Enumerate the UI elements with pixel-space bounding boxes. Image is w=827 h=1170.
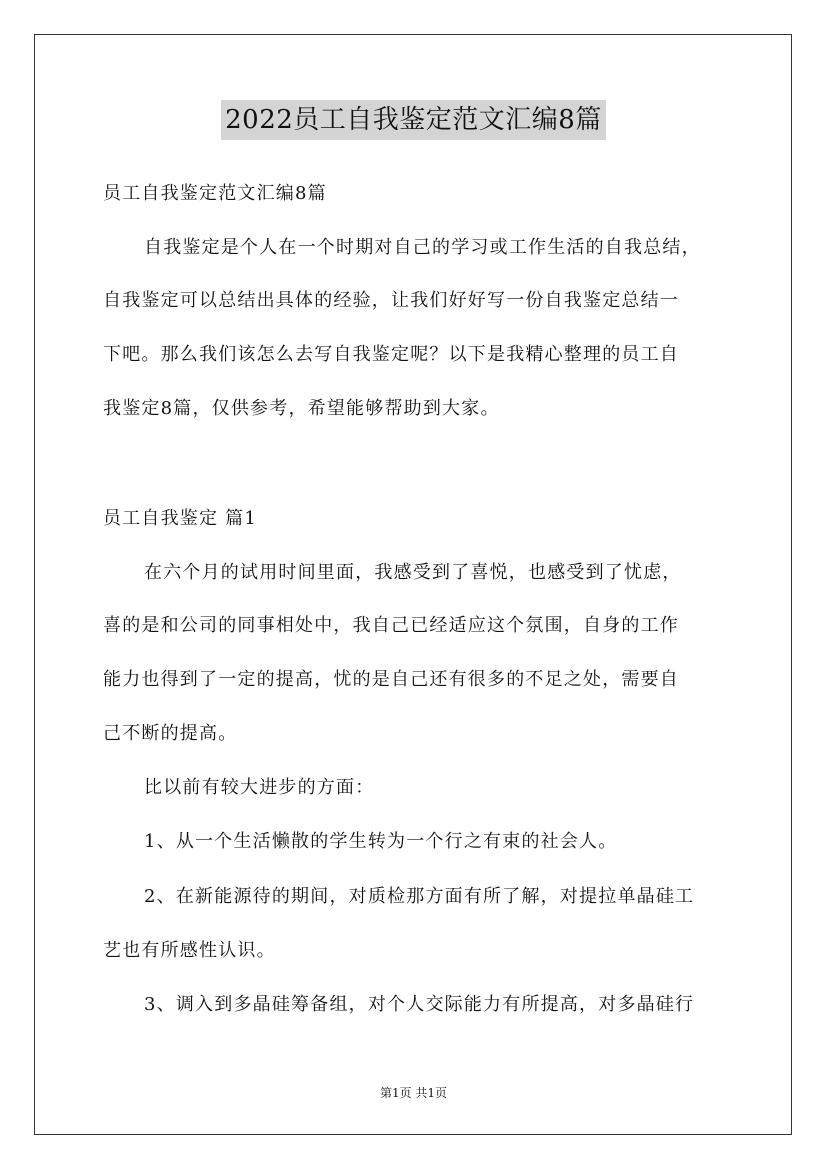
progress-heading: 比以前有较大进步的方面：: [144, 777, 375, 798]
paragraph-line: 能力也得到了一定的提高，忧的是自己还有很多的不足之处，需要自: [103, 669, 679, 690]
list-item-continued: 艺也有所感性认识。: [103, 940, 276, 961]
intro-line: 我鉴定8篇，仅供参考，希望能够帮助到大家。: [103, 398, 500, 419]
page-footer: 第1页 共1页: [379, 1086, 448, 1100]
document-title: 2022员工自我鉴定范文汇编8篇: [221, 100, 606, 140]
title-container: [0, 100, 827, 140]
list-item: 1、从一个生活懒散的学生转为一个行之有束的社会人。: [144, 831, 618, 852]
section-heading: 员工自我鉴定 篇1: [103, 508, 257, 529]
paragraph-line: 喜的是和公司的同事相处中，我自己已经适应这个氛围，自身的工作: [103, 615, 679, 636]
list-item: 2、在新能源待的期间，对质检那方面有所了解，对提拉单晶硅工: [144, 886, 695, 907]
list-item: 3、调入到多晶硅筹备组，对个人交际能力有所提高，对多晶硅行: [144, 994, 695, 1015]
paragraph-line: 在六个月的试用时间里面，我感受到了喜悦，也感受到了忧虑，: [144, 562, 682, 583]
intro-line: 自我鉴定可以总结出具体的经验，让我们好好写一份自我鉴定总结一: [103, 290, 679, 311]
intro-line: 下吧。那么我们该怎么去写自我鉴定呢？以下是我精心整理的员工自: [103, 344, 679, 365]
subtitle: 员工自我鉴定范文汇编8篇: [103, 183, 327, 204]
paragraph-line: 己不断的提高。: [103, 723, 238, 744]
intro-line: 自我鉴定是个人在一个时期对自己的学习或工作生活的自我总结，: [144, 237, 701, 258]
